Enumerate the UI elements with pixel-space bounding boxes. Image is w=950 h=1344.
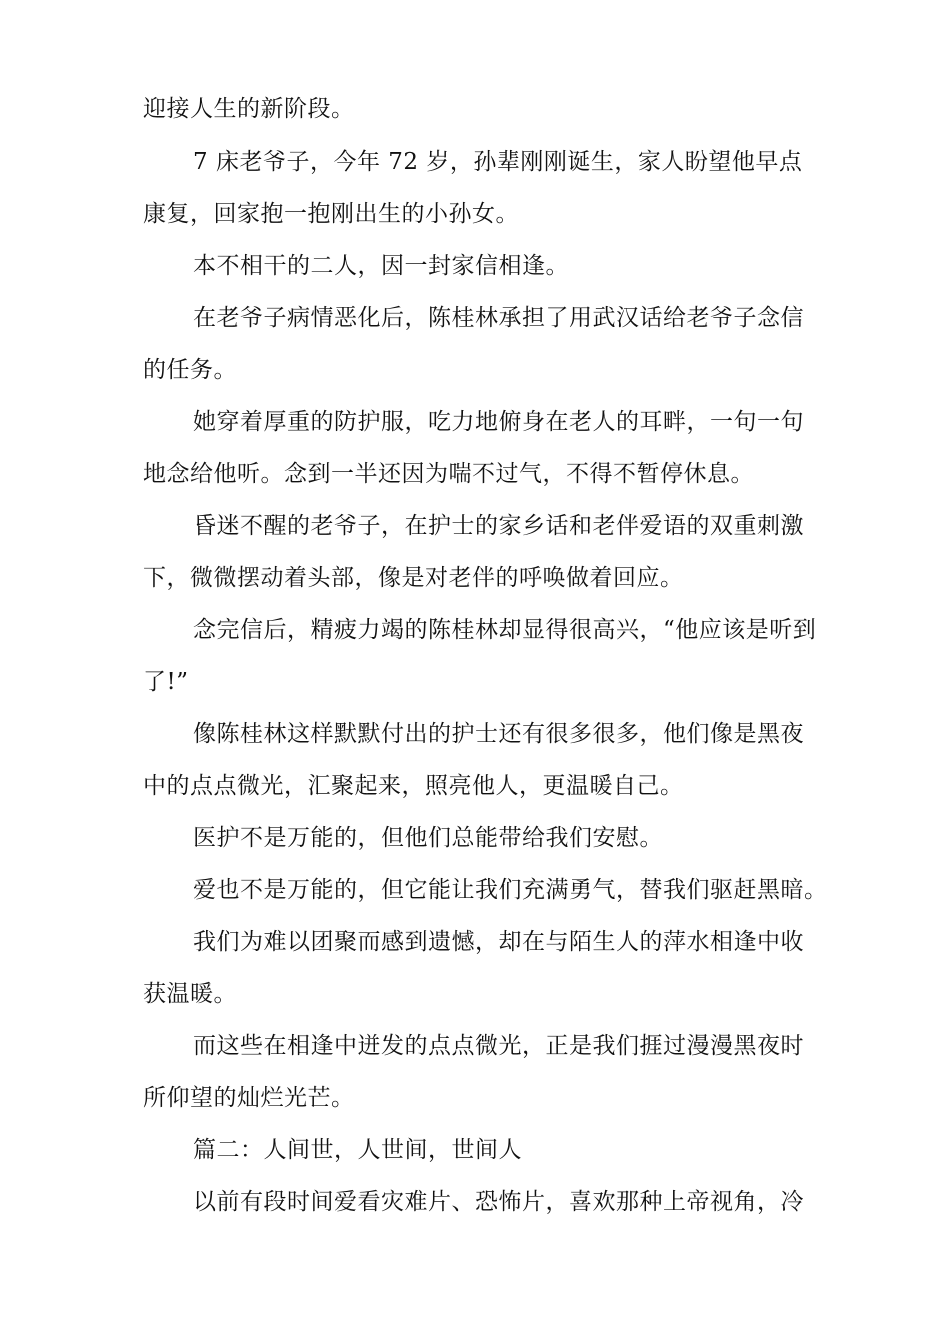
text-line: 我们为难以团聚而感到遗憾，却在与陌生人的萍水相逢中收 <box>193 929 804 955</box>
text-line: 中的点点微光，汇聚起来，照亮他人，更温暖自己。 <box>143 773 684 799</box>
section-heading: 篇二：人间世，人世间，世间人 <box>193 1137 522 1163</box>
text-line: 所仰望的灿烂光芒。 <box>143 1085 355 1111</box>
text-line: 她穿着厚重的防护服，吃力地俯身在老人的耳畔，一句一句 <box>193 409 804 435</box>
text-line: 在老爷子病情恶化后，陈桂林承担了用武汉话给老爷子念信 <box>193 305 804 331</box>
text-line: 的任务。 <box>143 357 237 383</box>
text-line: 昏迷不醒的老爷子，在护士的家乡话和老伴爱语的双重刺激 <box>193 513 804 539</box>
text-line: 获温暖。 <box>143 981 237 1007</box>
text-line: 爱也不是万能的，但它能让我们充满勇气，替我们驱赶黑暗。 <box>193 877 828 903</box>
text-line: 而这些在相逢中迸发的点点微光，正是我们捱过漫漫黑夜时 <box>193 1033 804 1059</box>
text-line: 医护不是万能的，但他们总能带给我们安慰。 <box>193 825 663 851</box>
text-line: 本不相干的二人，因一封家信相逢。 <box>193 253 569 279</box>
text-line: 迎接人生的新阶段。 <box>143 96 355 122</box>
text-line: 像陈桂林这样默默付出的护士还有很多很多，他们像是黑夜 <box>193 721 804 747</box>
text-line: 了!” <box>143 669 189 695</box>
text-line: 以前有段时间爱看灾难片、恐怖片，喜欢那种上帝视角，冷 <box>193 1189 804 1215</box>
text-line: 7 床老爷子，今年 72 岁，孙辈刚刚诞生，家人盼望他早点 <box>193 149 803 175</box>
text-line: 地念给他听。念到一半还因为喘不过气，不得不暂停休息。 <box>143 461 754 487</box>
text-line: 下，微微摆动着头部，像是对老伴的呼唤做着回应。 <box>143 565 684 591</box>
text-line: 念完信后，精疲力竭的陈桂林却显得很高兴，“他应该是听到 <box>193 617 817 643</box>
text-line: 康复，回家抱一抱刚出生的小孙女。 <box>143 201 519 227</box>
